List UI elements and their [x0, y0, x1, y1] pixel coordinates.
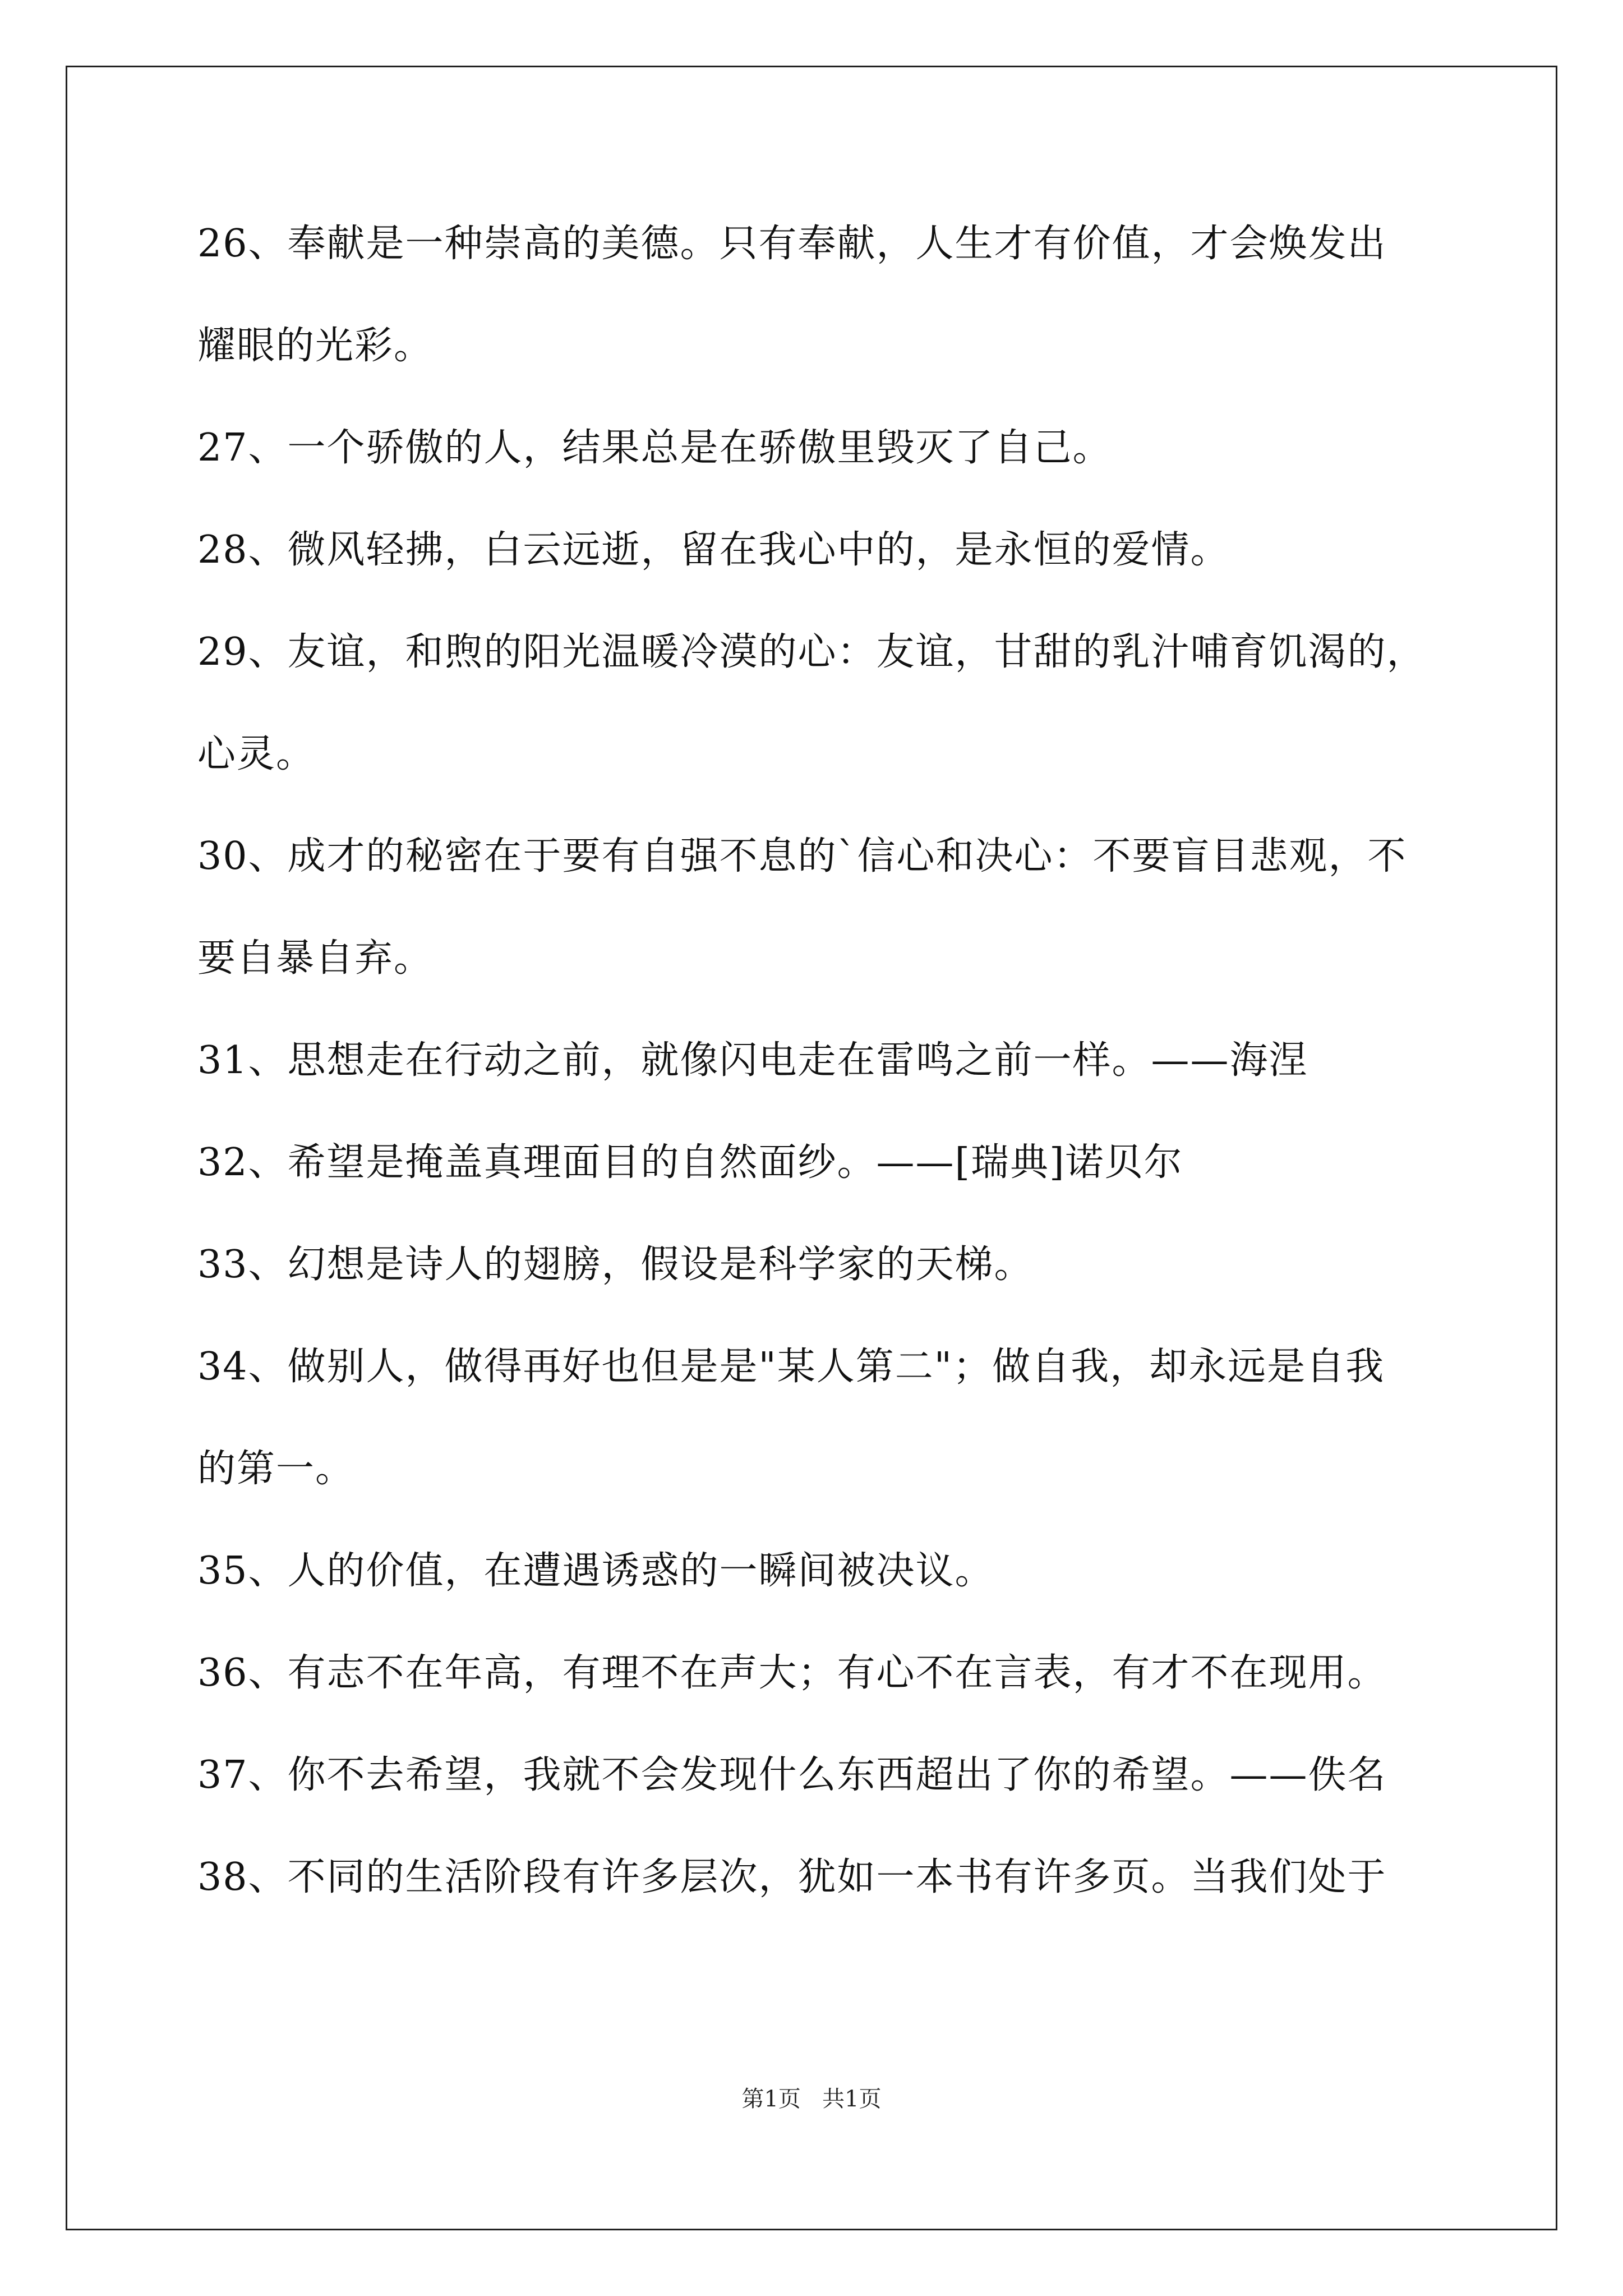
text-line: 33、幻想是诗人的翅膀，假设是科学家的天梯。 — [197, 1243, 1034, 1287]
text-line: 35、人的价值，在遭遇诱惑的一瞬间被决议。 — [197, 1549, 994, 1593]
text-line: 28、微风轻拂，白云远逝，留在我心中的，是永恒的爱情。 — [197, 528, 1230, 572]
text-line: 36、有志不在年高，有理不在声大；有心不在言表，有才不在现用。 — [197, 1651, 1387, 1695]
text-line: 27、一个骄傲的人，结果总是在骄傲里毁灭了自己。 — [197, 426, 1112, 470]
text-line: 的第一。 — [197, 1447, 355, 1491]
text-line: 心灵。 — [197, 732, 316, 776]
text-line: 30、成才的秘密在于要有自强不息的`信心和决心：不要盲目悲观，不 — [197, 834, 1407, 878]
page-number-footer: 第1页 共1页 — [741, 2086, 882, 2112]
text-line: 要自暴自弃。 — [197, 936, 434, 981]
text-line: 31、思想走在行动之前，就像闪电走在雷鸣之前一样。——海涅 — [197, 1038, 1308, 1083]
text-line: 32、希望是掩盖真理面目的自然面纱。——[瑞典]诺贝尔 — [197, 1140, 1183, 1185]
text-line: 38、不同的生活阶段有许多层次，犹如一本书有许多页。当我们处于 — [197, 1855, 1387, 1899]
text-line: 26、奉献是一种崇高的美德。只有奉献，人生才有价值，才会焕发出 — [197, 222, 1387, 266]
text-line: 29、友谊，和煦的阳光温暖冷漠的心：友谊，甘甜的乳汁哺育饥渴的， — [197, 630, 1426, 674]
text-line: 耀眼的光彩。 — [197, 324, 434, 368]
text-line: 34、做别人，做得再好也但是是"某人第二"；做自我，却永远是自我 — [197, 1345, 1385, 1389]
text-line: 37、你不去希望，我就不会发现什么东西超出了你的希望。——佚名 — [197, 1753, 1387, 1797]
